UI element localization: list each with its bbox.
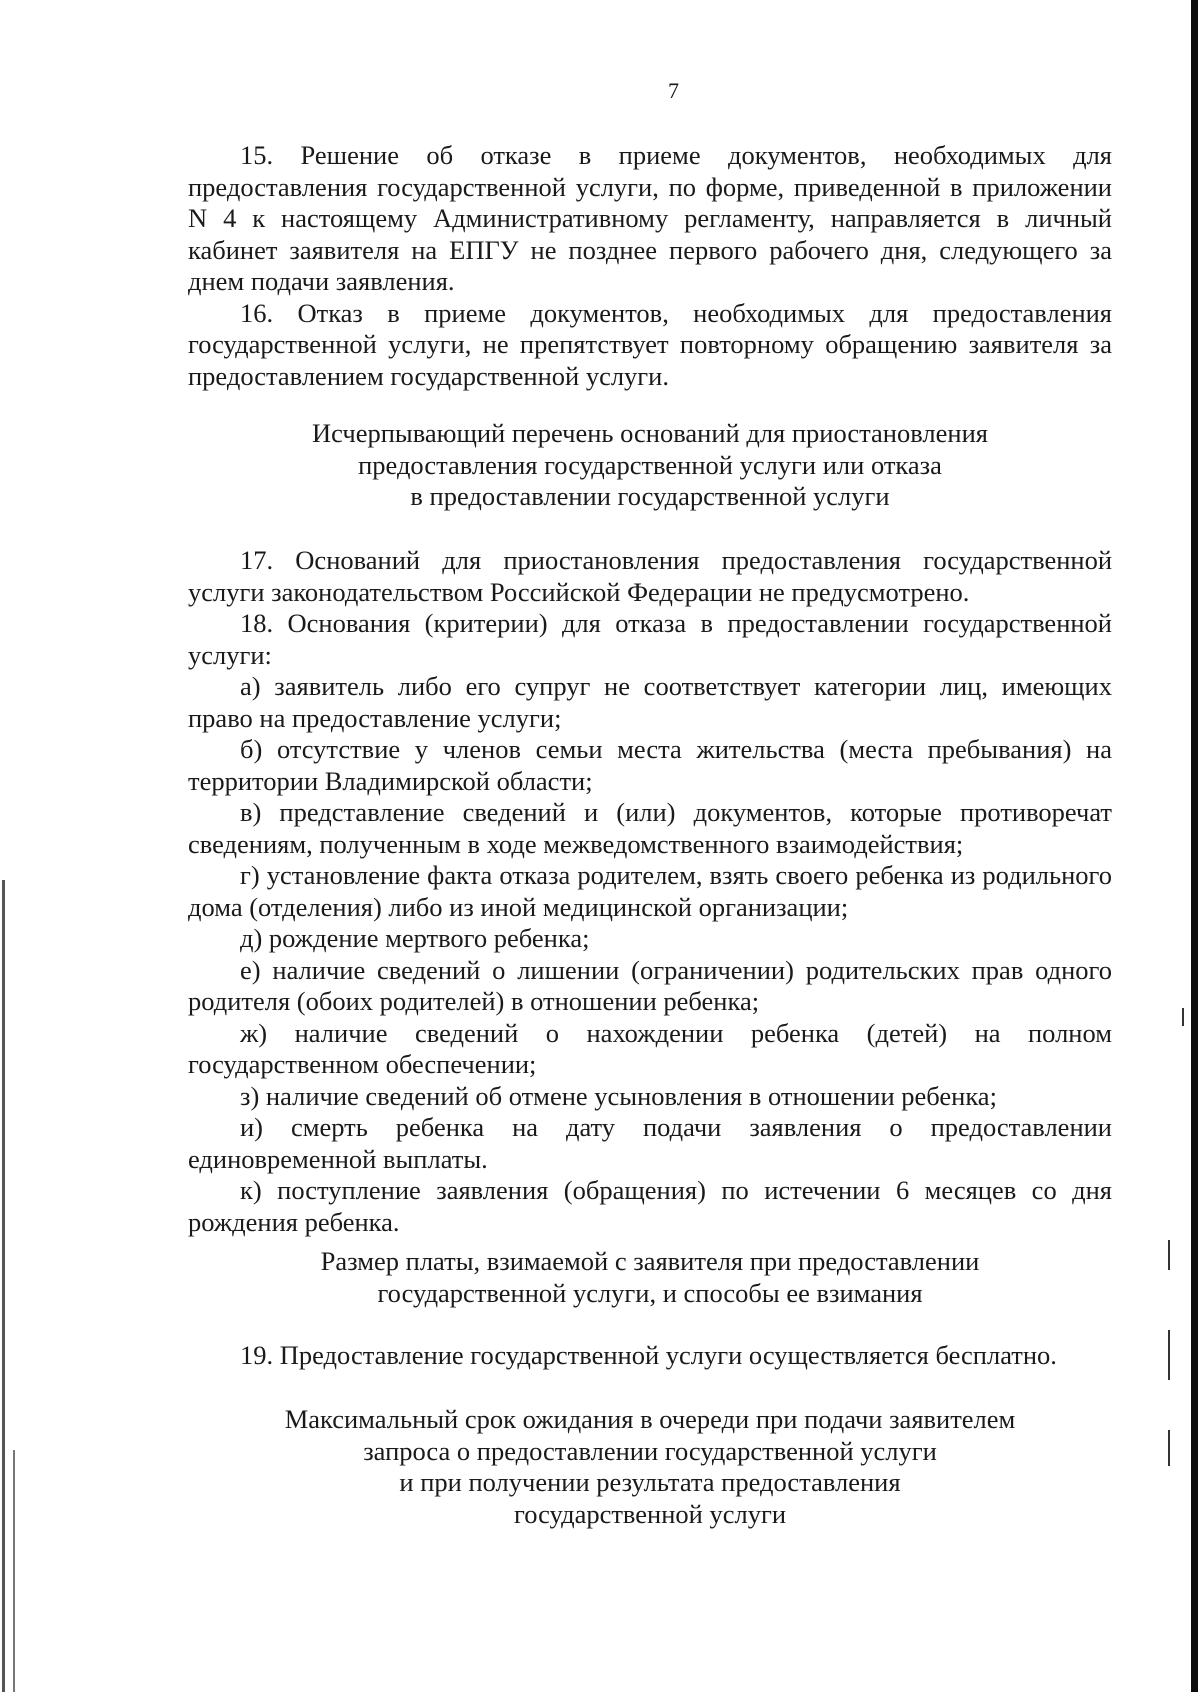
heading-line: Исчерпывающий перечень оснований для приостановления [312,418,988,448]
heading-line: Размер платы, взимаемой с заявителя при предоставлении [320,1246,980,1276]
page-number: 7 [668,78,679,103]
scan-edge-right [1191,0,1198,1692]
section-heading-grounds [188,418,1112,513]
heading-line: запроса о предоставлении государственной услуги [363,1435,937,1466]
heading-line: в предоставлении государственной услуги [410,481,890,511]
scan-speck [1168,1430,1170,1466]
paragraph-18: 18. Основания (критерии) для отказа в предоставлении государственной услуги: [188,608,1112,670]
block-15-16 [188,140,1112,392]
heading-line: государственной услуги [513,1498,787,1529]
scan-speck [1168,1330,1170,1380]
list-item-zh: ж) наличие сведений о нахождении ребенка (детей) на полном государственном обеспечении; [188,1017,1112,1079]
list-item-e: е) наличие сведений о лишении (ограничении) родительских прав одного родителя (обоих родителей) в отношении ребенка; [188,954,1112,1016]
block-19 [188,1340,1112,1372]
list-item-d: д) рождение мертвого ребенка; [240,923,590,953]
list-item-k: к) поступление заявления (обращения) по истечении 6 месяцев со дня рождения ребенка. [188,1175,1112,1237]
paragraph-15: 15. Решение об отказе в приеме документов, необходимых для предоставления государственной услуги, по форме, приведенной в приложении N 4 к настоящему Административному регламенту, направляется в личный кабинет заявителя на ЕПГУ не позднее первого рабочего дня, следующего за днем подачи заявления. [188,140,1112,296]
list-item-b: б) отсутствие у членов семьи места жительства (места пребывания) на территории Владимирской области; [188,734,1112,796]
block-17-18 [188,545,1112,1238]
list-item-v: в) представление сведений и (или) документов, которые противоречат сведениям, полученным в ходе межведомственного взаимодействия; [188,797,1112,859]
paragraph-17: 17. Оснований для приостановления предоставления государственной услуги законодательством Российской Федерации не предусмотрено. [188,545,1112,607]
scan-speck [1182,1008,1184,1026]
section-heading-fee [188,1246,1112,1309]
paragraph-19: 19. Предоставление государственной услуги осуществляется бесплатно. [240,1340,1057,1370]
list-item-i: и) смерть ребенка на дату подачи заявления о предоставлении единовременной выплаты. [188,1112,1112,1174]
paragraph-16: 16. Отказ в приеме документов, необходимых для предоставления государственной услуги, не препятствует повторному обращению заявителя за предоставлением государственной услуги. [188,297,1112,391]
list-item-a: а) заявитель либо его супруг не соответствует категории лиц, имеющих право на предоставление услуги; [188,671,1112,733]
scan-edge-left-inner [13,1450,15,1692]
heading-line: государственной услуги, и способы ее взимания [377,1277,923,1308]
list-item-g: г) установление факта отказа родителем, взять своего ребенка из родильного дома (отделения) либо из иной медицинской организации; [188,860,1112,922]
scan-edge-left [2,880,5,1692]
section-heading-wait-time [188,1404,1112,1530]
heading-line: и при получении результата предоставления [399,1467,901,1497]
heading-line: Максимальный срок ожидания в очереди при подачи заявителем [284,1404,1016,1434]
list-item-z: з) наличие сведений об отмене усыновления в отношении ребенка; [240,1080,997,1111]
heading-line: предоставления государственной услуги или отказа [358,449,942,480]
scan-speck [1168,1240,1170,1270]
